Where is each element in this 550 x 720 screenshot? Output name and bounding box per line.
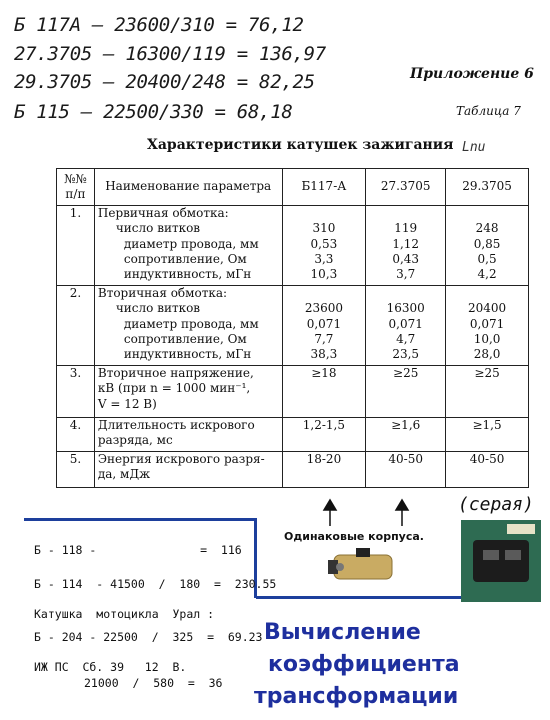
- param-name: да, мДж: [97, 467, 151, 482]
- handwritten-line-2: 27.3705 – 16300/119 = 136,97: [14, 43, 326, 65]
- param-name: сопротивление, Ом: [123, 331, 247, 346]
- param-name: индуктивность, мГн: [123, 267, 252, 282]
- value-cell: ≥1,5: [446, 418, 529, 452]
- header-29-3705: 29.3705: [446, 169, 529, 206]
- calc-title-line-2: коэффициента: [268, 652, 460, 677]
- value: 310: [312, 221, 336, 236]
- same-housing-caption: Одинаковые корпуса.: [284, 530, 424, 543]
- value: 23,5: [392, 347, 420, 362]
- param-name: индуктивность, мГн: [123, 347, 252, 362]
- divider-line: [24, 518, 256, 521]
- handwritten-line-3: 29.3705 – 20400/248 = 82,25: [14, 71, 315, 93]
- value: 10,3: [310, 267, 338, 282]
- note-izh-calc: 21000 / 580 = 36: [84, 676, 223, 690]
- value: 23600: [304, 301, 343, 316]
- header-param: Наименование параметра: [94, 169, 282, 206]
- param-name: Длительность искрового: [97, 418, 255, 432]
- value: 0,071: [306, 316, 342, 331]
- value: 0,071: [388, 316, 423, 331]
- value: 248: [475, 221, 499, 236]
- row-number: 4.: [57, 418, 95, 452]
- param-name: кВ (при n = 1000 мин⁻¹,: [97, 381, 251, 396]
- note-b118: Б - 118 - = 116: [34, 543, 242, 557]
- param-name: число витков: [115, 301, 201, 316]
- param-name: V = 12 В): [97, 396, 157, 411]
- coil-photo: [328, 548, 392, 579]
- value-cell: 40-50: [366, 452, 446, 488]
- handwritten-line-1: Б 117А – 23600/310 = 76,12: [14, 14, 304, 36]
- param-name: Первичная обмотка:: [97, 206, 229, 220]
- value: 4,7: [396, 331, 416, 346]
- value-cell: ≥18: [282, 366, 366, 418]
- row-number: 2.: [57, 286, 95, 366]
- row-number: 5.: [57, 452, 95, 488]
- value: 10,0: [473, 331, 501, 346]
- value: 4,2: [477, 267, 497, 282]
- value: 0,85: [473, 236, 501, 251]
- value: 119: [394, 221, 418, 236]
- param-name: Энергия искрового разря-: [97, 452, 265, 466]
- note-izh: ИЖ ПС Сб. 39 12 В.: [34, 660, 187, 674]
- value: 0,5: [477, 251, 497, 266]
- note-ural: Катушка мотоцикла Урал :: [34, 607, 215, 621]
- value-cell: 1,2-1,5: [282, 418, 366, 452]
- value-cell: 40-50: [446, 452, 529, 488]
- value: 7,7: [314, 331, 334, 346]
- value: 1,12: [392, 236, 420, 251]
- value-cell: ≥25: [366, 366, 446, 418]
- grey-note: (серая): [458, 494, 534, 515]
- value: 3,3: [314, 251, 334, 266]
- value: 0,53: [310, 236, 338, 251]
- note-b204: Б - 204 - 22500 / 325 = 69.23: [34, 630, 263, 644]
- value: 3,7: [396, 267, 416, 282]
- appendix-label: Приложение 6: [410, 66, 534, 82]
- value: 0,43: [392, 251, 420, 266]
- param-name: сопротивление, Ом: [123, 251, 247, 266]
- header-num: №№ п/п: [57, 169, 95, 206]
- value: 0,071: [469, 316, 505, 331]
- param-name: разряда, мс: [97, 433, 173, 448]
- value: 16300: [386, 301, 425, 316]
- value-cell: 18-20: [282, 452, 366, 488]
- param-name: Вторичная обмотка:: [97, 286, 228, 300]
- coil-photo-2: [461, 520, 541, 602]
- param-name: число витков: [115, 221, 201, 236]
- calc-title-line-3: трансформации: [254, 684, 459, 709]
- note-b114: Б - 114 - 41500 / 180 = 230.55: [34, 577, 277, 591]
- value-cell: ≥25: [446, 366, 529, 418]
- table-title: Характеристики катушек зажигания: [147, 137, 454, 153]
- value: 20400: [467, 301, 507, 316]
- value: 28,0: [473, 347, 501, 362]
- calc-title-line-1: Вычисление: [264, 620, 421, 645]
- margin-scribble: Lnu: [462, 140, 486, 155]
- row-number: 3.: [57, 366, 95, 418]
- table-number: Таблица 7: [456, 104, 521, 118]
- header-27-3705: 27.3705: [366, 169, 446, 206]
- arrow-up-icon: [324, 500, 336, 510]
- param-name: диаметр провода, мм: [123, 316, 259, 331]
- value-cell: ≥1,6: [366, 418, 446, 452]
- param-name: Вторичное напряжение,: [97, 366, 254, 380]
- arrow-up-icon: [396, 500, 408, 510]
- handwritten-line-4: Б 115 – 22500/330 = 68,18: [14, 101, 293, 123]
- param-name: диаметр провода, мм: [123, 236, 259, 251]
- row-number: 1.: [57, 206, 95, 286]
- header-b117a: Б117-А: [282, 169, 366, 206]
- divider-line: [256, 596, 476, 599]
- value: 38,3: [310, 347, 338, 362]
